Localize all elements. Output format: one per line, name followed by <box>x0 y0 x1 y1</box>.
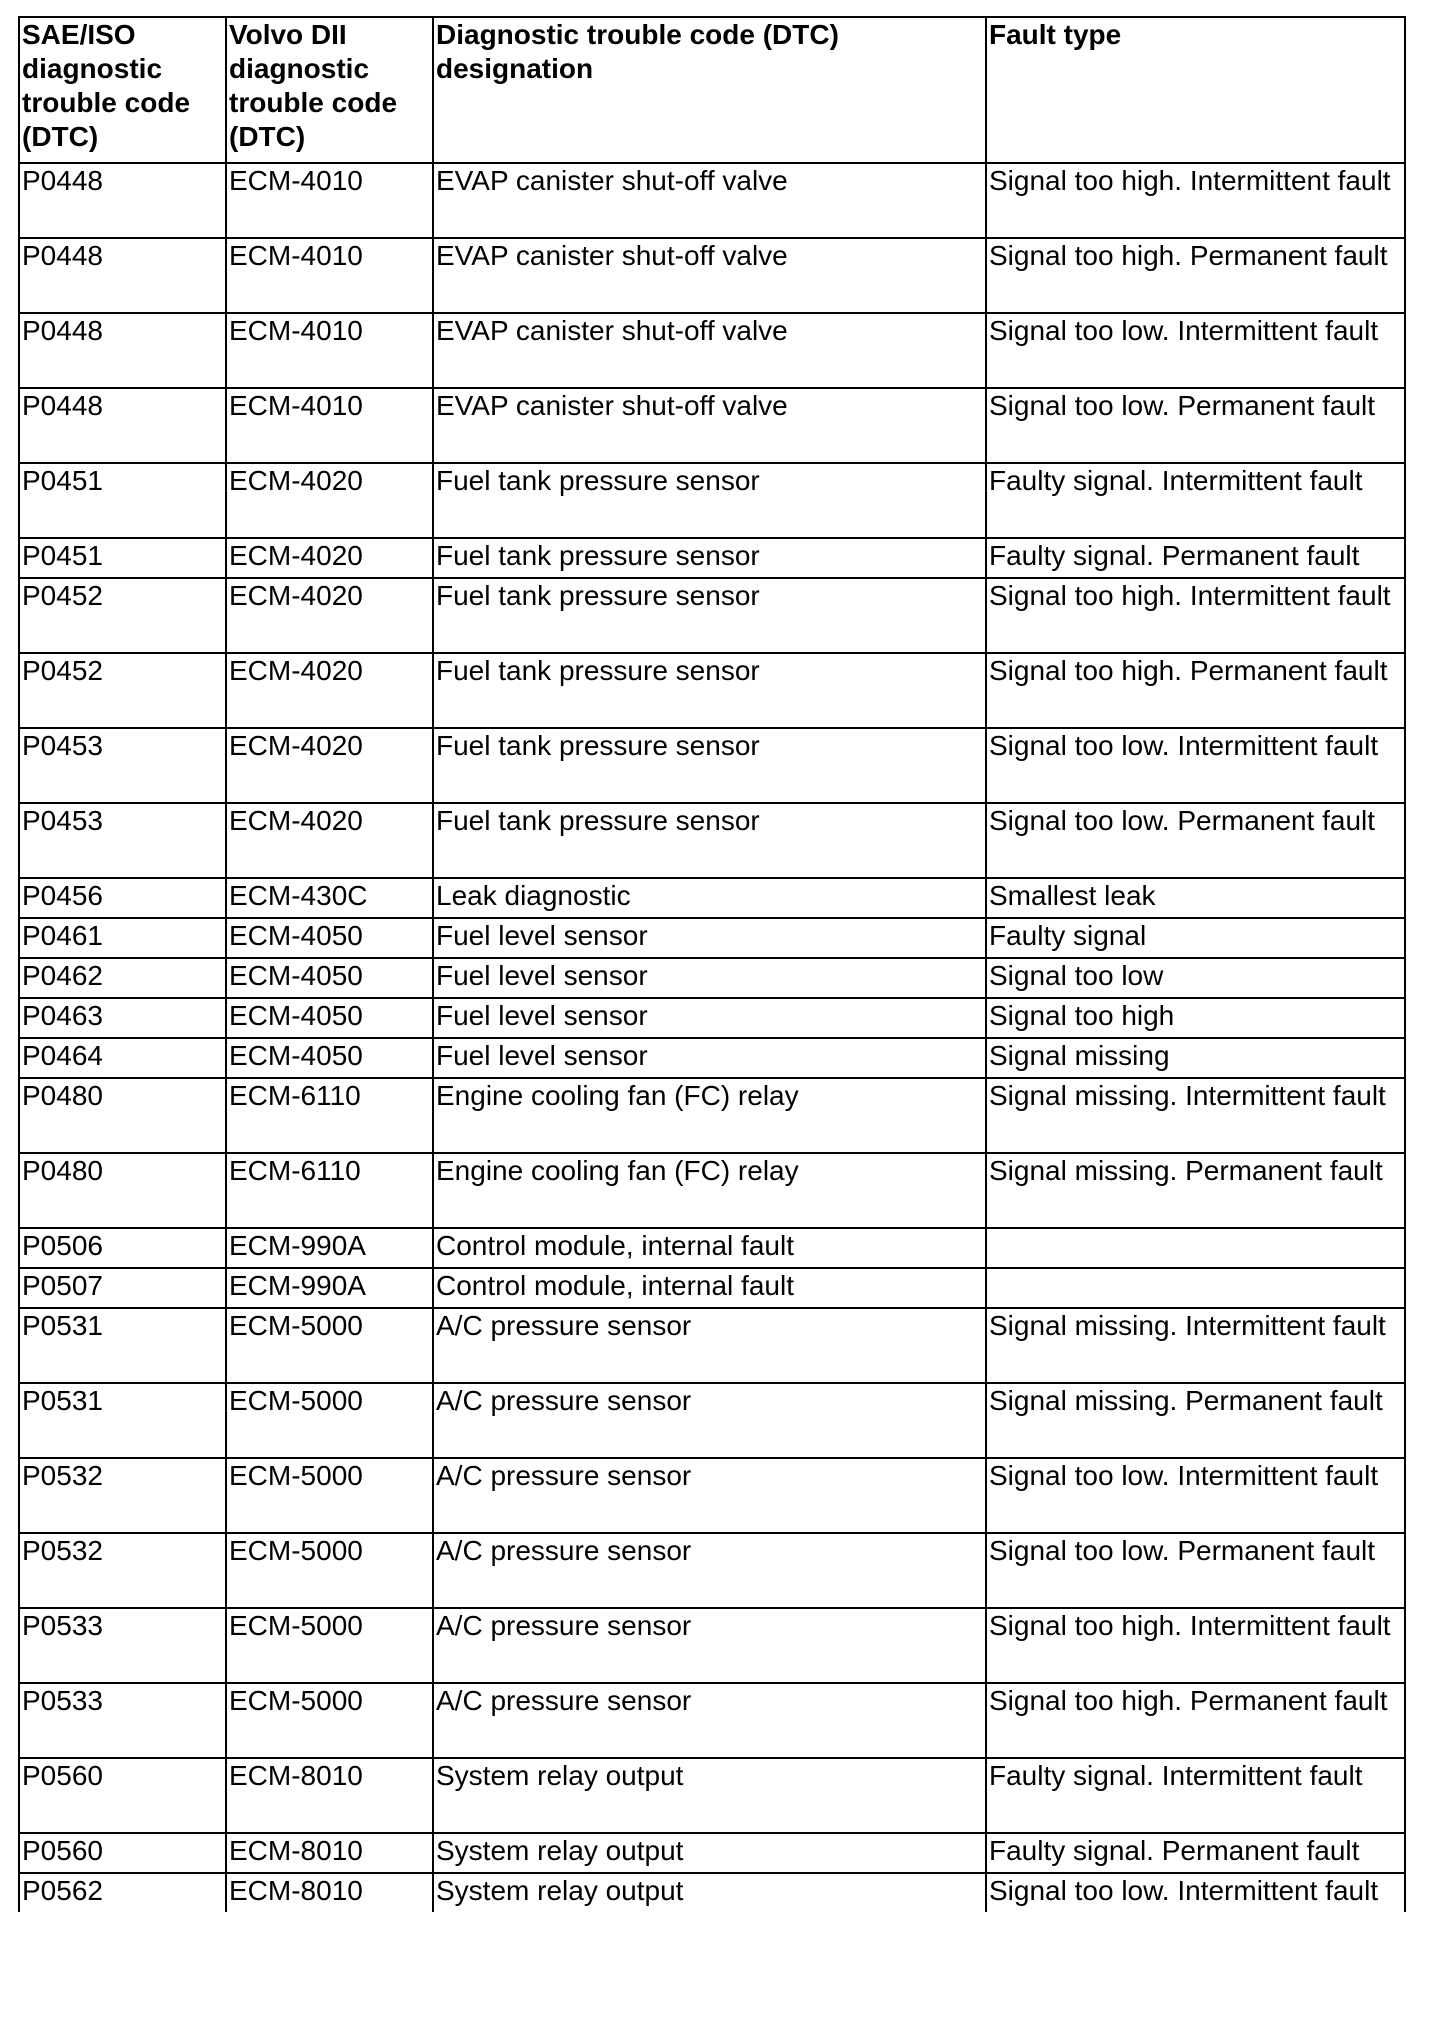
cell-sae-iso-code: P0448 <box>19 163 226 238</box>
cell-designation: EVAP canister shut-off valve <box>433 388 986 463</box>
cell-volvo-dii-code: ECM-4050 <box>226 958 433 998</box>
table-row <box>19 1683 1405 1758</box>
cell-fault-type: Signal too low. Permanent fault <box>986 1533 1405 1608</box>
cell-sae-iso-code: P0451 <box>19 538 226 578</box>
table-row <box>19 1533 1405 1608</box>
cell-fault-type: Signal missing <box>986 1038 1405 1078</box>
cell-designation: System relay output <box>433 1833 986 1873</box>
cell-volvo-dii-code: ECM-990A <box>226 1268 433 1308</box>
cell-sae-iso-code: P0531 <box>19 1383 226 1458</box>
cell-sae-iso-code: P0448 <box>19 238 226 313</box>
table-row <box>19 238 1405 313</box>
cell-designation: Control module, internal fault <box>433 1228 986 1268</box>
cell-fault-type: Smallest leak <box>986 878 1405 918</box>
cell-volvo-dii-code: ECM-5000 <box>226 1608 433 1683</box>
cell-designation: EVAP canister shut-off valve <box>433 163 986 238</box>
table-row <box>19 1153 1405 1228</box>
cell-fault-type: Signal missing. Permanent fault <box>986 1383 1405 1458</box>
cell-sae-iso-code: P0533 <box>19 1608 226 1683</box>
cell-fault-type: Signal too high. Permanent fault <box>986 653 1405 728</box>
cell-volvo-dii-code: ECM-4010 <box>226 238 433 313</box>
cell-sae-iso-code: P0461 <box>19 918 226 958</box>
cell-sae-iso-code: P0532 <box>19 1533 226 1608</box>
cell-sae-iso-code: P0506 <box>19 1228 226 1268</box>
cell-fault-type: Faulty signal <box>986 918 1405 958</box>
cell-sae-iso-code: P0453 <box>19 728 226 803</box>
table-row <box>19 1873 1405 1912</box>
cell-volvo-dii-code: ECM-6110 <box>226 1153 433 1228</box>
cell-sae-iso-code: P0448 <box>19 313 226 388</box>
cell-volvo-dii-code: ECM-5000 <box>226 1458 433 1533</box>
table-row <box>19 998 1405 1038</box>
cell-sae-iso-code: P0480 <box>19 1078 226 1153</box>
cell-sae-iso-code: P0453 <box>19 803 226 878</box>
cell-sae-iso-code: P0452 <box>19 578 226 653</box>
cell-sae-iso-code: P0560 <box>19 1833 226 1873</box>
cell-designation: Fuel tank pressure sensor <box>433 803 986 878</box>
table-row <box>19 1078 1405 1153</box>
cell-designation: A/C pressure sensor <box>433 1308 986 1383</box>
table-row <box>19 578 1405 653</box>
cell-sae-iso-code: P0462 <box>19 958 226 998</box>
cell-fault-type: Signal too low. Intermittent fault <box>986 728 1405 803</box>
table-row <box>19 1038 1405 1078</box>
cell-fault-type: Signal too low. Permanent fault <box>986 803 1405 878</box>
cell-sae-iso-code: P0456 <box>19 878 226 918</box>
cell-fault-type: Signal too low. Intermittent fault <box>986 313 1405 388</box>
header-sae-iso-dtc: SAE/ISO diagnostic trouble code (DTC) <box>19 17 226 163</box>
cell-designation: Fuel tank pressure sensor <box>433 653 986 728</box>
cell-volvo-dii-code: ECM-430C <box>226 878 433 918</box>
header-volvo-dii-dtc: Volvo DII diagnostic trouble code (DTC) <box>226 17 433 163</box>
cell-sae-iso-code: P0463 <box>19 998 226 1038</box>
cell-volvo-dii-code: ECM-4010 <box>226 388 433 463</box>
cell-fault-type: Signal missing. Intermittent fault <box>986 1308 1405 1383</box>
table-row <box>19 803 1405 878</box>
table-row <box>19 653 1405 728</box>
cell-fault-type: Faulty signal. Permanent fault <box>986 538 1405 578</box>
cell-fault-type: Faulty signal. Permanent fault <box>986 1833 1405 1873</box>
cell-fault-type: Signal too high. Intermittent fault <box>986 578 1405 653</box>
table-row <box>19 1308 1405 1383</box>
cell-volvo-dii-code: ECM-8010 <box>226 1758 433 1833</box>
cell-volvo-dii-code: ECM-4010 <box>226 313 433 388</box>
cell-volvo-dii-code: ECM-4050 <box>226 998 433 1038</box>
cell-fault-type: Signal too low. Intermittent fault <box>986 1873 1405 1912</box>
table-row <box>19 1268 1405 1308</box>
table-row <box>19 163 1405 238</box>
cell-designation: Fuel tank pressure sensor <box>433 538 986 578</box>
table-row <box>19 958 1405 998</box>
cell-sae-iso-code: P0531 <box>19 1308 226 1383</box>
cell-designation: Fuel level sensor <box>433 1038 986 1078</box>
cell-volvo-dii-code: ECM-990A <box>226 1228 433 1268</box>
table-row <box>19 313 1405 388</box>
cell-volvo-dii-code: ECM-5000 <box>226 1683 433 1758</box>
cell-fault-type: Signal missing. Intermittent fault <box>986 1078 1405 1153</box>
table-row <box>19 388 1405 463</box>
cell-fault-type: Signal too high. Intermittent fault <box>986 1608 1405 1683</box>
cell-volvo-dii-code: ECM-8010 <box>226 1873 433 1912</box>
table-row <box>19 1458 1405 1533</box>
cell-sae-iso-code: P0452 <box>19 653 226 728</box>
table-row <box>19 1758 1405 1833</box>
cell-volvo-dii-code: ECM-4020 <box>226 803 433 878</box>
cell-volvo-dii-code: ECM-4010 <box>226 163 433 238</box>
cell-volvo-dii-code: ECM-5000 <box>226 1383 433 1458</box>
cell-volvo-dii-code: ECM-4020 <box>226 538 433 578</box>
table-row <box>19 1833 1405 1873</box>
cell-fault-type: Signal too low <box>986 958 1405 998</box>
cell-volvo-dii-code: ECM-4020 <box>226 463 433 538</box>
cell-volvo-dii-code: ECM-4020 <box>226 578 433 653</box>
cell-fault-type <box>986 1268 1405 1308</box>
cell-volvo-dii-code: ECM-6110 <box>226 1078 433 1153</box>
cell-designation: Leak diagnostic <box>433 878 986 918</box>
table-body <box>19 163 1405 1912</box>
cell-sae-iso-code: P0562 <box>19 1873 226 1912</box>
cell-volvo-dii-code: ECM-5000 <box>226 1308 433 1383</box>
cell-designation: EVAP canister shut-off valve <box>433 238 986 313</box>
table-row <box>19 538 1405 578</box>
header-row <box>19 17 1405 163</box>
dtc-table <box>18 16 1406 1912</box>
cell-sae-iso-code: P0532 <box>19 1458 226 1533</box>
table-row <box>19 463 1405 538</box>
cell-sae-iso-code: P0480 <box>19 1153 226 1228</box>
cell-designation: Fuel level sensor <box>433 918 986 958</box>
cell-fault-type: Signal too high <box>986 998 1405 1038</box>
cell-fault-type: Signal too high. Permanent fault <box>986 238 1405 313</box>
table-row <box>19 878 1405 918</box>
cell-volvo-dii-code: ECM-4050 <box>226 1038 433 1078</box>
cell-fault-type: Signal too low. Intermittent fault <box>986 1458 1405 1533</box>
cell-sae-iso-code: P0533 <box>19 1683 226 1758</box>
table-row <box>19 1383 1405 1458</box>
cell-designation: Fuel level sensor <box>433 998 986 1038</box>
header-fault-type: Fault type <box>986 17 1405 163</box>
cell-designation: Fuel level sensor <box>433 958 986 998</box>
cell-designation: Engine cooling fan (FC) relay <box>433 1153 986 1228</box>
cell-designation: A/C pressure sensor <box>433 1458 986 1533</box>
cell-volvo-dii-code: ECM-4020 <box>226 653 433 728</box>
cell-sae-iso-code: P0464 <box>19 1038 226 1078</box>
cell-sae-iso-code: P0448 <box>19 388 226 463</box>
cell-fault-type <box>986 1228 1405 1268</box>
cell-designation: Engine cooling fan (FC) relay <box>433 1078 986 1153</box>
cell-designation: Fuel tank pressure sensor <box>433 463 986 538</box>
cell-sae-iso-code: P0560 <box>19 1758 226 1833</box>
table-row <box>19 1608 1405 1683</box>
cell-fault-type: Faulty signal. Intermittent fault <box>986 1758 1405 1833</box>
cell-designation: A/C pressure sensor <box>433 1608 986 1683</box>
cell-designation: A/C pressure sensor <box>433 1533 986 1608</box>
cell-fault-type: Signal too high. Permanent fault <box>986 1683 1405 1758</box>
cell-designation: A/C pressure sensor <box>433 1683 986 1758</box>
cell-fault-type: Signal missing. Permanent fault <box>986 1153 1405 1228</box>
cell-sae-iso-code: P0507 <box>19 1268 226 1308</box>
header-dtc-designation: Diagnostic trouble code (DTC) designation <box>433 17 986 163</box>
cell-sae-iso-code: P0451 <box>19 463 226 538</box>
cell-designation: EVAP canister shut-off valve <box>433 313 986 388</box>
cell-volvo-dii-code: ECM-4050 <box>226 918 433 958</box>
cell-designation: System relay output <box>433 1758 986 1833</box>
cell-designation: Fuel tank pressure sensor <box>433 728 986 803</box>
cell-volvo-dii-code: ECM-8010 <box>226 1833 433 1873</box>
cell-volvo-dii-code: ECM-4020 <box>226 728 433 803</box>
cell-designation: Control module, internal fault <box>433 1268 986 1308</box>
table-row <box>19 918 1405 958</box>
table-row <box>19 728 1405 803</box>
cell-fault-type: Signal too low. Permanent fault <box>986 388 1405 463</box>
cell-designation: Fuel tank pressure sensor <box>433 578 986 653</box>
cell-designation: A/C pressure sensor <box>433 1383 986 1458</box>
cell-designation: System relay output <box>433 1873 986 1912</box>
table-row <box>19 1228 1405 1268</box>
cell-fault-type: Signal too high. Intermittent fault <box>986 163 1405 238</box>
cell-fault-type: Faulty signal. Intermittent fault <box>986 463 1405 538</box>
cell-volvo-dii-code: ECM-5000 <box>226 1533 433 1608</box>
